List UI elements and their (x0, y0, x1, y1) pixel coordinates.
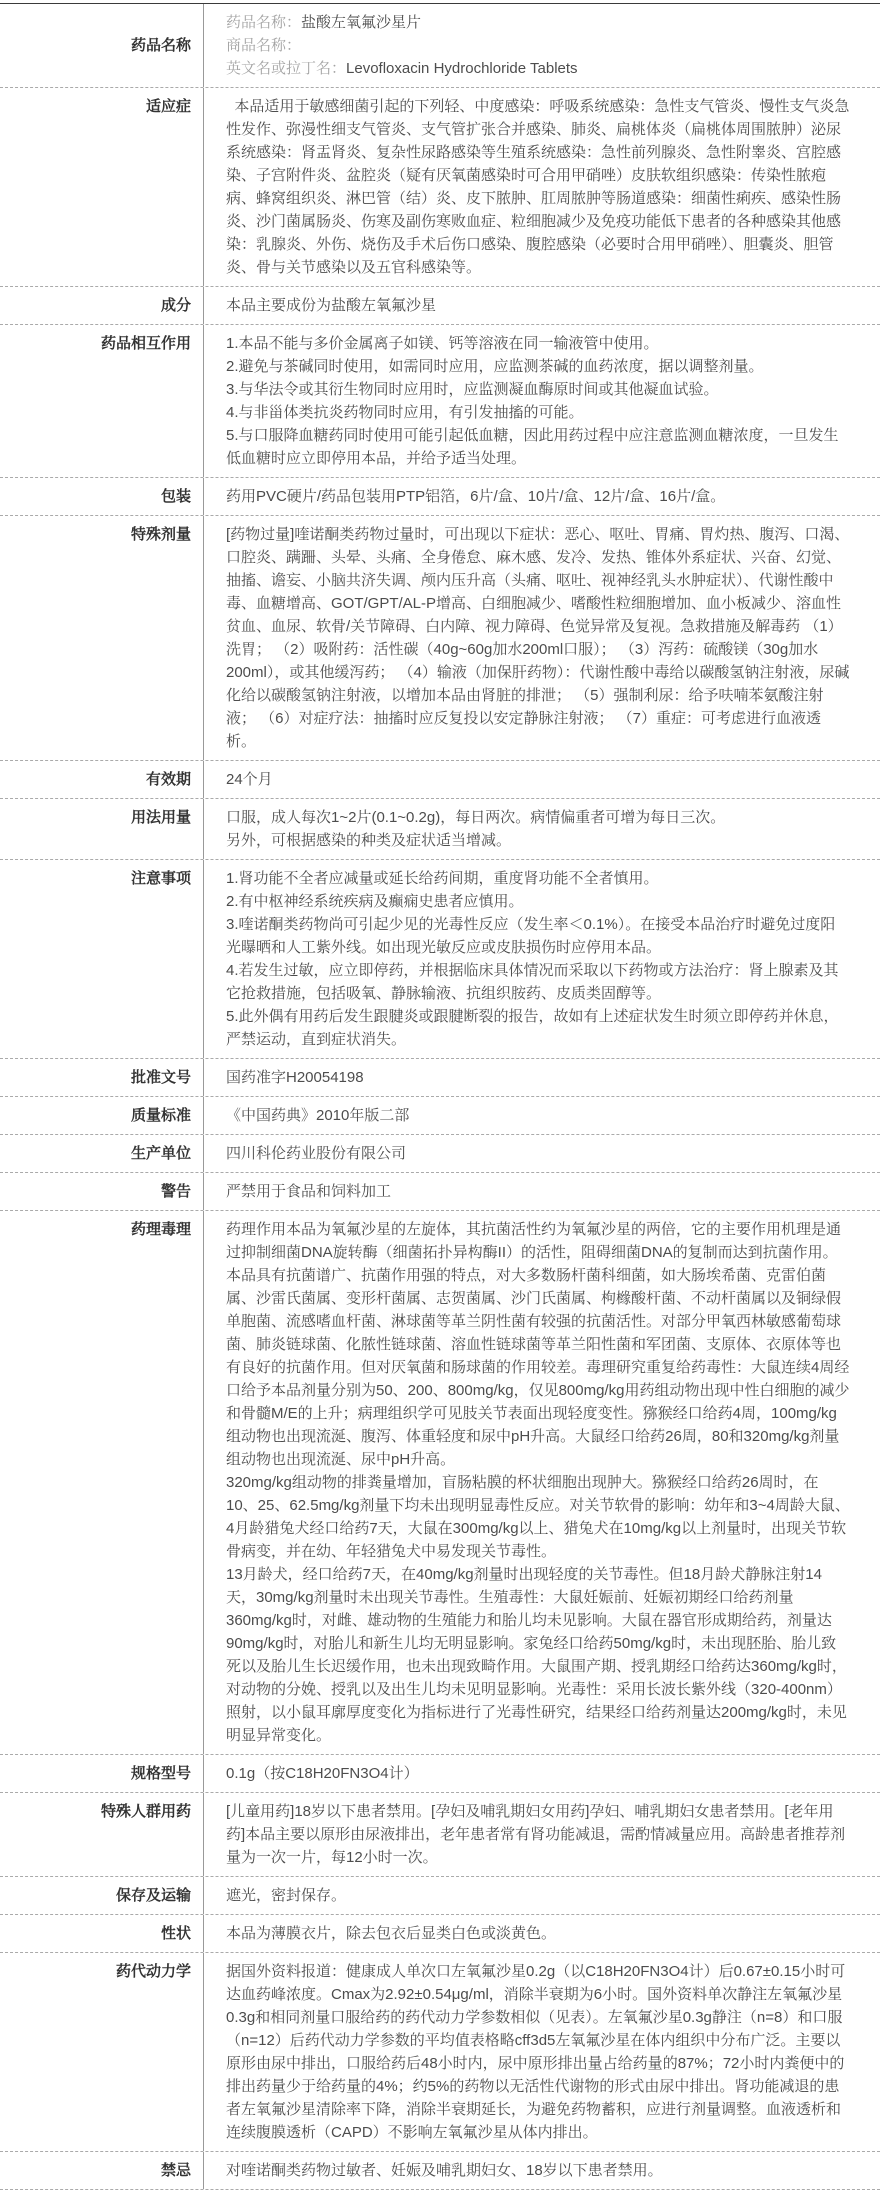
table-row (0, 325, 880, 478)
row-content (204, 478, 880, 515)
table-row (0, 1953, 880, 2152)
row-label: 特殊人群用药 (0, 1793, 204, 1876)
row-content (204, 1135, 880, 1172)
content-paragraph: 5.与口服降血糖药同时使用可能引起低血糖，因此用药过程中应注意监测血糖浓度，一旦发生低血糖时应立即停用本品，并给予适当处理。 (226, 427, 839, 467)
content-paragraph: 4.若发生过敏，应立即停药，并根据临床具体情况而采取以下药物或方法治疗：肾上腺素及其它抢救措施，包括吸氧、静脉输液、抗组织胺药、皮质类固醇等。 (226, 962, 839, 1002)
content-paragraph: 严禁用于食品和饲料加工 (226, 1183, 392, 1200)
content-paragraph: 遮光，密封保存。 (226, 1887, 347, 1904)
table-row (0, 1915, 880, 1953)
row-content (204, 2152, 880, 2189)
field-line (226, 11, 850, 34)
drug-info-table (0, 3, 880, 2190)
field-key: 英文名或拉丁名： (226, 60, 347, 77)
content-paragraph: 24个月 (226, 771, 273, 788)
row-content (204, 1915, 880, 1952)
field-line (226, 57, 850, 80)
row-label: 警告 (0, 1173, 204, 1210)
content-paragraph: [药物过量]喹诺酮类药物过量时，可出现以下症状：恶心、呕吐、胃痛、胃灼热、腹泻、口渴、口腔炎、蹒跚、头晕、头痛、全身倦怠、麻木感、发冷、发热、锥体外系症状、兴奋、幻觉、抽搐、谵妄、小脑共济失调、颅内压升高（头痛、呕吐、视神经乳头水肿症状）、代谢性酸中毒、血糖增高、GOT/GPT/AL-P增高、白细胞减少、嗜酸性粒细胞增加、血小板减少、溶血性贫血、血尿、软骨/关节障碍、白内障、视力障碍、色觉异常及复视。急救措施及解毒药 （1）洗胃； （2）吸附药：活性碳（40g~60g加水200ml口服）； （3）泻药：硫酸镁（30g加水200ml），或其他缓泻药； （4）输液（加保肝药物）：代谢性酸中毒给以碳酸氢钠注射液，尿碱化给以碳酸氢钠注射液，以增加本品由肾脏的排泄； （5）强制利尿：给予呋喃苯氨酸注射液； （6）对症疗法：抽搐时应反复投以安定静脉注射液； （7）重症：可考虑进行血液透析。 (226, 526, 850, 750)
row-content (204, 1097, 880, 1134)
row-content (204, 1793, 880, 1876)
content-paragraph: 3.喹诺酮类药物尚可引起少见的光毒性反应（发生率＜0.1%）。在接受本品治疗时避免过度阳光曝晒和人工紫外线。如出现光敏反应或皮肤损伤时应停用本品。 (226, 916, 836, 956)
content-paragraph: 对喹诺酮类药物过敏者、妊娠及哺乳期妇女、18岁以下患者禁用。 (226, 2162, 663, 2179)
content-paragraph: 2.有中枢神经系统疾病及癫痫史患者应慎用。 (226, 893, 524, 910)
table-row (0, 1059, 880, 1097)
row-content (204, 1059, 880, 1096)
content-paragraph: 13月龄犬，经口给药7天，在40mg/kg剂量时出现轻度的关节毒性。但18月龄犬静脉注射14天，30mg/kg剂量时未出现关节毒性。生殖毒性：大鼠妊娠前、妊娠初期经口给药剂量360mg/kg时，对雌、雄动物的生殖能力和胎儿均未见影响。大鼠在器官形成期给药，剂量达90mg/kg时，对胎儿和新生儿均无明显影响。家兔经口给药50mg/kg时，未出现胚胎、胎儿致死以及胎儿生长迟缓作用，也未出现致畸作用。大鼠围产期、授乳期经口给药达360mg/kg时，对动物的分娩、授乳以及出生儿均未见明显影响。光毒性：采用长波长紫外线（320-400nm）照射，以小鼠耳廓厚度变化为指标进行了光毒性研究，结果经口给药剂量达200mg/kg时，未见明显异常变化。 (226, 1566, 847, 1744)
content-paragraph: 据国外资料报道：健康成人单次口左氧氟沙星0.2g（以C18H20FN3O4计）后0.67±0.15小时可达血药峰浓度。Cmax为2.92±0.54μg/ml，消除半衰期为6小时。国外资料单次静注左氧氟沙星0.3g和相同剂量口服给药的药代动力学参数相似（见表）。左氧氟沙星0.3g静注（n=8）和口服（n=12）后药代动力学参数的平均值表格略cff3d5左氧氟沙星在体内组织中分布广泛。主要以原形由尿中排出，口服给药后48小时内，尿中原形排出量占给药量的87%；72小时内粪便中的排出药量少于给药量的4%；约5%的药物以无活性代谢物的形式由尿中排出。肾功能减退的患者左氧氟沙星清除率下降，消除半衰期延长，为避免药物蓄积，应进行剂量调整。血液透析和连续腹膜透析（CAPD）不影响左氧氟沙星从体内排出。 (226, 1963, 846, 2141)
table-row (0, 799, 880, 860)
row-label: 性状 (0, 1915, 204, 1952)
row-label: 适应症 (0, 88, 204, 286)
row-content (204, 799, 880, 859)
row-content (204, 1173, 880, 1210)
row-content (204, 325, 880, 477)
row-label: 注意事项 (0, 860, 204, 1058)
content-paragraph: 320mg/kg组动物的排粪量增加，盲肠粘膜的杯状细胞出现肿大。猕猴经口给药26周时，在10、25、62.5mg/kg剂量下均未出现明显毒性反应。对关节软骨的影响：幼年和3~4周龄大鼠、4月龄猎兔犬经口给药7天，大鼠在300mg/kg以上、猎兔犬在10mg/kg以上剂量时，出现关节软骨病变，并在幼、年轻猎兔犬中易发现关节毒性。 (226, 1474, 850, 1560)
row-content (204, 287, 880, 324)
content-paragraph: 国药准字H20054198 (226, 1069, 364, 1086)
table-row (0, 478, 880, 516)
row-label: 药品相互作用 (0, 325, 204, 477)
row-label: 有效期 (0, 761, 204, 798)
table-row (0, 516, 880, 761)
table-row (0, 1755, 880, 1793)
row-label: 禁忌 (0, 2152, 204, 2189)
table-row (0, 860, 880, 1059)
table-row (0, 287, 880, 325)
row-label: 药代动力学 (0, 1953, 204, 2151)
content-paragraph: 四川科伦药业股份有限公司 (226, 1145, 407, 1162)
row-label: 生产单位 (0, 1135, 204, 1172)
content-paragraph: 3.与华法令或其衍生物同时应用时，应监测凝血酶原时间或其他凝血试验。 (226, 381, 719, 398)
table-row (0, 761, 880, 799)
table-row (0, 1211, 880, 1755)
content-paragraph: 本品为薄膜衣片，除去包衣后显类白色或淡黄色。 (226, 1925, 557, 1942)
table-row (0, 1793, 880, 1877)
row-label: 质量标准 (0, 1097, 204, 1134)
content-paragraph: 2.避免与茶碱同时使用，如需同时应用，应监测茶碱的血药浓度，据以调整剂量。 (226, 358, 764, 375)
content-paragraph: 本品主要成份为盐酸左氧氟沙星 (226, 297, 437, 314)
content-paragraph: 《中国药典》2010年版二部 (226, 1107, 410, 1124)
row-content (204, 1953, 880, 2151)
row-label: 包装 (0, 478, 204, 515)
table-row (0, 1173, 880, 1211)
row-content (204, 860, 880, 1058)
row-label: 药理毒理 (0, 1211, 204, 1754)
content-paragraph: 药理作用本品为氧氟沙星的左旋体，其抗菌活性约为氧氟沙星的两倍，它的主要作用机理是通过抑制细菌DNA旋转酶（细菌拓扑异构酶II）的活性，阻碍细菌DNA的复制而达到抗菌作用。本品具有抗菌谱广、抗菌作用强的特点，对大多数肠杆菌科细菌，如大肠埃希菌、克雷伯菌属、沙雷氏菌属、变形杆菌属、志贺菌属、沙门氏菌属、枸橼酸杆菌、不动杆菌属以及铜绿假单胞菌、流感嗜血杆菌、淋球菌等革兰阴性菌有较强的抗菌活性。对部分甲氧西林敏感葡萄球菌、肺炎链球菌、化脓性链球菌、溶血性链球菌等革兰阳性菌和军团菌、支原体、衣原体等也有良好的抗菌作用。但对厌氧菌和肠球菌的作用较差。毒理研究重复给药毒性：大鼠连续4周经口给予本品剂量分别为50、200、800mg/kg，仅见800mg/kg用药组动物出现中性白细胞的减少和骨髓M/E的上升；病理组织学可见肢关节表面出现轻度变性。猕猴经口给药4周，100mg/kg组动物也出现流涎、腹泻、体重轻度和尿中pH升高。大鼠经口给药26周，80和320mg/kg剂量组动物也出现流涎、尿中pH升高。 (226, 1221, 850, 1468)
row-label: 规格型号 (0, 1755, 204, 1792)
row-label: 批准文号 (0, 1059, 204, 1096)
content-paragraph: 1.肾功能不全者应减量或延长给药间期，重度肾功能不全者慎用。 (226, 870, 659, 887)
table-row (0, 2152, 880, 2190)
field-value: Levofloxacin Hydrochloride Tablets (346, 60, 578, 77)
row-content (204, 516, 880, 760)
row-content (204, 1877, 880, 1914)
row-label: 药品名称 (0, 4, 204, 87)
content-paragraph: 药用PVC硬片/药品包装用PTP铝箔，6片/盒、10片/盒、12片/盒、16片/盒。 (226, 488, 726, 505)
content-paragraph: 4.与非甾体类抗炎药物同时应用，有引发抽搐的可能。 (226, 404, 584, 421)
field-value: 盐酸左氧氟沙星片 (301, 14, 422, 31)
row-content (204, 761, 880, 798)
table-row (0, 1097, 880, 1135)
content-paragraph: 另外，可根据感染的种类及症状适当增减。 (226, 832, 512, 849)
row-label: 特殊剂量 (0, 516, 204, 760)
content-paragraph: [儿童用药]18岁以下患者禁用。[孕妇及哺乳期妇女用药]孕妇、哺乳期妇女患者禁用。[老年用药]本品主要以原形由尿液排出，老年患者常有肾功能减退，需酌情减量应用。高龄患者推荐剂量为一次一片，每12小时一次。 (226, 1803, 846, 1866)
content-paragraph: 5.此外偶有用药后发生跟腱炎或跟腱断裂的报告，故如有上述症状发生时须立即停药并休息，严禁运动，直到症状消失。 (226, 1008, 839, 1048)
table-row (0, 4, 880, 88)
content-paragraph: 1.本品不能与多价金属离子如镁、钙等溶液在同一输液管中使用。 (226, 335, 659, 352)
row-content (204, 1211, 880, 1754)
field-line (226, 34, 850, 57)
content-paragraph: 本品适用于敏感细菌引起的下列轻、中度感染：呼吸系统感染：急性支气管炎、慢性支气炎急性发作、弥漫性细支气管炎、支气管扩张合并感染、肺炎、扁桃体炎（扁桃体周围脓肿）泌尿系统感染：肾盂肾炎、复杂性尿路感染等生殖系统感染：急性前列腺炎、急性附睾炎、宫腔感染、子宫附件炎、盆腔炎（疑有厌氧菌感染时可合用甲硝唑）皮肤软组织感染：传染性脓疱病、蜂窝组织炎、淋巴管（结）炎、皮下脓肿、肛周脓肿等肠道感染：细菌性痢疾、感染性肠炎、沙门菌属肠炎、伤寒及副伤寒败血症、粒细胞减少及免疫功能低下患者的各种感染其他感染：乳腺炎、外伤、烧伤及手术后伤口感染、腹腔感染（必要时合用甲硝唑）、胆囊炎、胆管炎、骨与关节感染以及五官科感染等。 (226, 98, 850, 276)
content-paragraph: 口服，成人每次1~2片(0.1~0.2g)，每日两次。病情偏重者可增为每日三次。 (226, 809, 726, 826)
field-key: 药品名称： (226, 14, 302, 31)
row-label: 用法用量 (0, 799, 204, 859)
table-row (0, 88, 880, 287)
row-content (204, 4, 880, 87)
table-row (0, 1135, 880, 1173)
table-row (0, 1877, 880, 1915)
row-label: 保存及运输 (0, 1877, 204, 1914)
content-paragraph: 0.1g（按C18H20FN3O4计） (226, 1765, 419, 1782)
row-label: 成分 (0, 287, 204, 324)
field-key: 商品名称： (226, 37, 302, 54)
row-content (204, 1755, 880, 1792)
row-content (204, 88, 880, 286)
